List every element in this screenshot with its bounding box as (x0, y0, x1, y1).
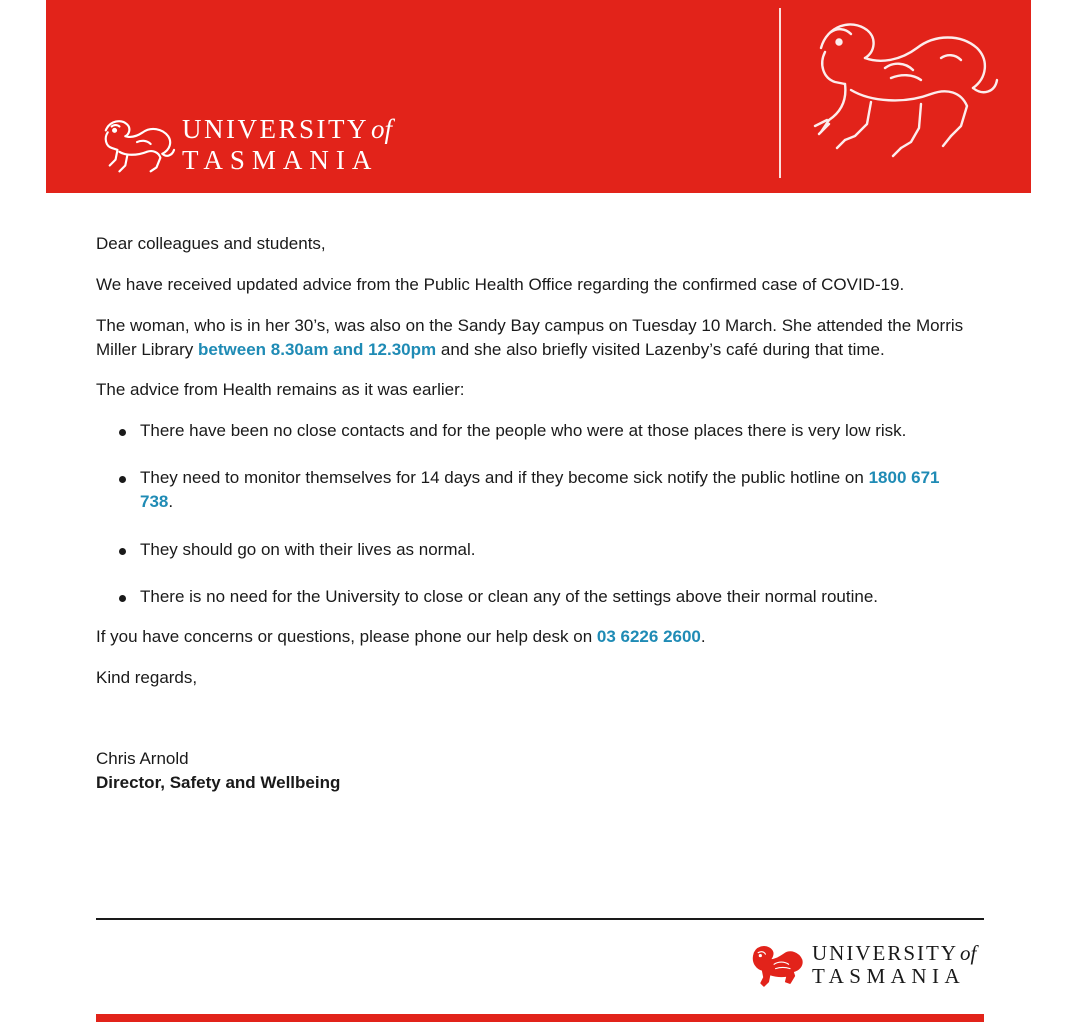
time-range-highlight: between 8.30am and 12.30pm (198, 340, 437, 359)
wordmark-line-2: TASMANIA (182, 145, 379, 175)
bullet-icon (119, 476, 126, 483)
footer-university-logo[interactable] (748, 940, 976, 990)
list-item: They need to monitor themselves for 14 days and if they become sick notify the public hotline on 1800 671 738. (140, 466, 960, 514)
wordmark-line-1: UNIVERSITYof (812, 941, 977, 965)
bullet-icon (119, 595, 126, 602)
list-item: There have been no close contacts and for the people who were at those places there is very low risk. (140, 419, 960, 443)
greeting: Dear colleagues and students, (96, 234, 326, 253)
header-banner (46, 0, 1031, 193)
lion-crest-icon (98, 112, 176, 178)
wordmark (182, 116, 392, 174)
signature-title: Director, Safety and Wellbeing (96, 773, 341, 792)
wordmark-line-1: UNIVERSITYof (182, 114, 393, 144)
footer-accent-bar (96, 1014, 984, 1022)
banner-divider (779, 8, 781, 178)
footer-divider (96, 918, 984, 920)
signature-name: Chris Arnold (96, 749, 189, 768)
bullet-icon (119, 429, 126, 436)
list-item: They should go on with their lives as normal. (140, 538, 960, 562)
wordmark-line-2: TASMANIA (812, 964, 966, 988)
wordmark (812, 943, 976, 987)
list-item: There is no need for the University to close or clean any of the settings above their normal routine. (140, 585, 960, 609)
paragraph-case-details: The woman, who is in her 30’s, was also on the Sandy Bay campus on Tuesday 10 March. She attended the Morris Miller Library between 8.30am and 12.30pm and she also briefly visited Lazenby’s café during that time. (96, 316, 964, 359)
lion-emblem-icon (801, 8, 1001, 176)
hotline-phone-link[interactable]: 1800 671 738 (140, 468, 940, 511)
closing: Kind regards, (96, 668, 198, 687)
paragraph-update: We have received updated advice from the Public Health Office regarding the confirmed case of COVID-19. (96, 275, 905, 294)
paragraph-advice-intro: The advice from Health remains as it was earlier: (96, 380, 465, 399)
paragraph-help-desk: If you have concerns or questions, please phone our help desk on 03 6226 2600. (96, 627, 706, 646)
university-logo[interactable] (98, 110, 392, 180)
lion-crest-icon (748, 940, 806, 990)
bullet-icon (119, 548, 126, 555)
help-desk-phone-link[interactable]: 03 6226 2600 (596, 627, 701, 646)
